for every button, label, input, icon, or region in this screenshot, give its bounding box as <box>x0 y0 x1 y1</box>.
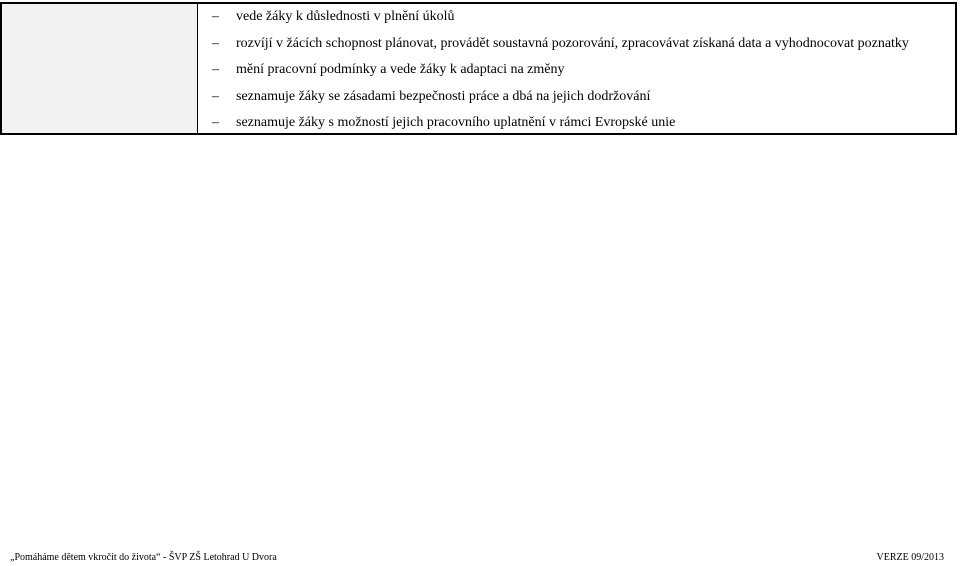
page-footer <box>0 552 960 564</box>
table-content-cell <box>198 4 955 133</box>
list-item <box>212 8 955 35</box>
list-item <box>212 114 955 141</box>
dash-bullet-icon: – <box>212 35 219 51</box>
list-item-text: rozvíjí v žácích schopnost plánovat, provádět soustavná pozorování, zpracovávat získaná data a vyhodnocovat poznatky <box>236 35 909 51</box>
list-item <box>212 61 955 88</box>
list-item-text: mění pracovní podmínky a vede žáky k adaptaci na změny <box>236 62 565 77</box>
document-table <box>0 2 957 135</box>
footer-school-motto: „Pomáháme dětem vkročit do života“ - ŠVP ZŠ Letohrad U Dvora <box>10 552 277 563</box>
list-item-text: seznamuje žáky s možností jejich pracovního uplatnění v rámci Evropské unie <box>236 115 676 130</box>
dash-bullet-icon: – <box>212 115 219 130</box>
dash-bullet-icon: – <box>212 88 219 104</box>
list-item-text: seznamuje žáky se zásadami bezpečnosti práce a dbá na jejich dodržování <box>236 88 651 104</box>
dash-bullet-icon: – <box>212 9 219 24</box>
list-item <box>212 88 955 115</box>
list-item <box>212 35 955 62</box>
footer-version: VERZE 09/2013 <box>876 552 944 563</box>
strategy-list <box>212 8 955 141</box>
dash-bullet-icon: – <box>212 62 219 77</box>
table-label-cell <box>2 4 198 133</box>
list-item-text: vede žáky k důslednosti v plnění úkolů <box>236 9 455 24</box>
